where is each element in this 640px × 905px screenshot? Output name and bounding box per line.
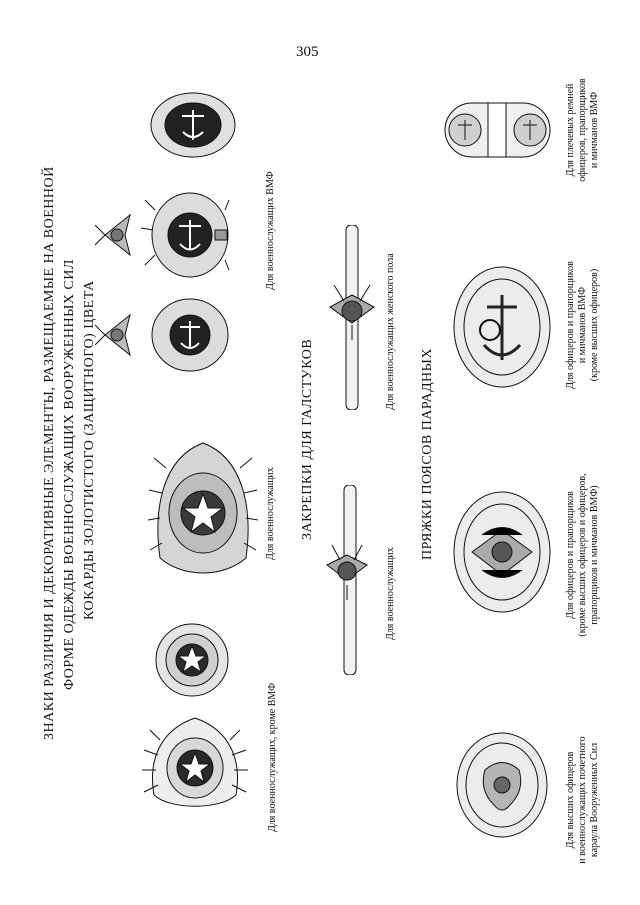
caption-buckle-strap-line-2: офицеров, прапорщиков <box>577 78 588 182</box>
cockade-small-navy-emblem <box>148 90 238 160</box>
cockade-small-army-emblem <box>152 620 232 700</box>
caption-tie-clip-general: Для военнослужащих <box>385 547 396 640</box>
caption-buckle-strap-line-3: и мичманов ВМФ <box>589 91 600 169</box>
title-line-1: ЗНАКИ РАЗЛИЧИЯ И ДЕКОРАТИВНЫЕ ЭЛЕМЕНТЫ, РАЗМЕЩАЕМЫЕ НА ВОЕННОЙ <box>42 166 57 740</box>
tie-clip-female-emblem <box>322 225 382 410</box>
caption-buckle-officers-line-2: (кроме высших офицеров и офицеров, <box>577 473 588 637</box>
caption-cockade-army: Для военнослужащих, кроме ВМФ <box>267 682 278 832</box>
buckle-strap-emblem <box>440 95 555 165</box>
tie-clip-general-emblem <box>322 485 372 675</box>
section-heading-buckles: ПРЯЖКИ ПОЯСОВ ПАРАДНЫХ <box>420 348 435 560</box>
buckle-officers-emblem <box>452 490 552 615</box>
caption-buckle-officers-line-1: Для офицеров и прапорщиков <box>565 491 576 619</box>
cockade-navy-eagle-2-emblem <box>95 190 230 280</box>
caption-buckle-navy-line-3: (кроме высших офицеров) <box>589 268 600 382</box>
section-heading-cockades: КОКАРДЫ ЗОЛОТИСТОГО (ЗАЩИТНОГО) ЦВЕТА <box>82 280 97 620</box>
caption-buckle-navy-line-2: и мичманов ВМФ <box>577 286 588 364</box>
caption-buckle-navy-line-1: Для офицеров и прапорщиков <box>565 261 576 389</box>
caption-buckle-senior-line-1: Для высших офицеров <box>565 751 576 849</box>
cockade-wreath-army-emblem <box>140 710 250 825</box>
caption-buckle-senior-line-3: караула Вооруженных Сил <box>589 742 600 858</box>
caption-buckle-senior-line-2: и военнослужащих почетного <box>577 736 588 864</box>
cockade-navy-eagle-1-emblem <box>95 295 230 375</box>
caption-cockade-navy: Для военнослужащих ВМФ <box>265 171 276 290</box>
caption-buckle-officers-line-3: прапорщиков и мичманов ВМФ) <box>589 485 600 625</box>
caption-buckle-navy <box>565 240 601 410</box>
caption-buckle-officers <box>565 460 601 650</box>
section-heading-tie-clips: ЗАКРЕПКИ ДЛЯ ГАЛСТУКОВ <box>300 338 315 540</box>
page-number: 305 <box>296 44 319 60</box>
caption-buckle-senior <box>565 715 601 885</box>
caption-buckle-strap-line-1: Для плечевых ремней <box>565 83 576 177</box>
caption-cockade-general: Для военнослужащих <box>265 467 276 560</box>
caption-tie-clip-female: Для военнослужащих женского пола <box>385 253 396 410</box>
buckle-navy-emblem <box>452 265 552 390</box>
buckle-senior-emblem <box>455 730 550 840</box>
cockade-large-general-emblem <box>148 438 258 588</box>
title-line-2: ФОРМЕ ОДЕЖДЫ ВОЕННОСЛУЖАЩИХ ВООРУЖЕННЫХ СИЛ <box>62 259 77 690</box>
caption-buckle-strap <box>565 60 601 200</box>
